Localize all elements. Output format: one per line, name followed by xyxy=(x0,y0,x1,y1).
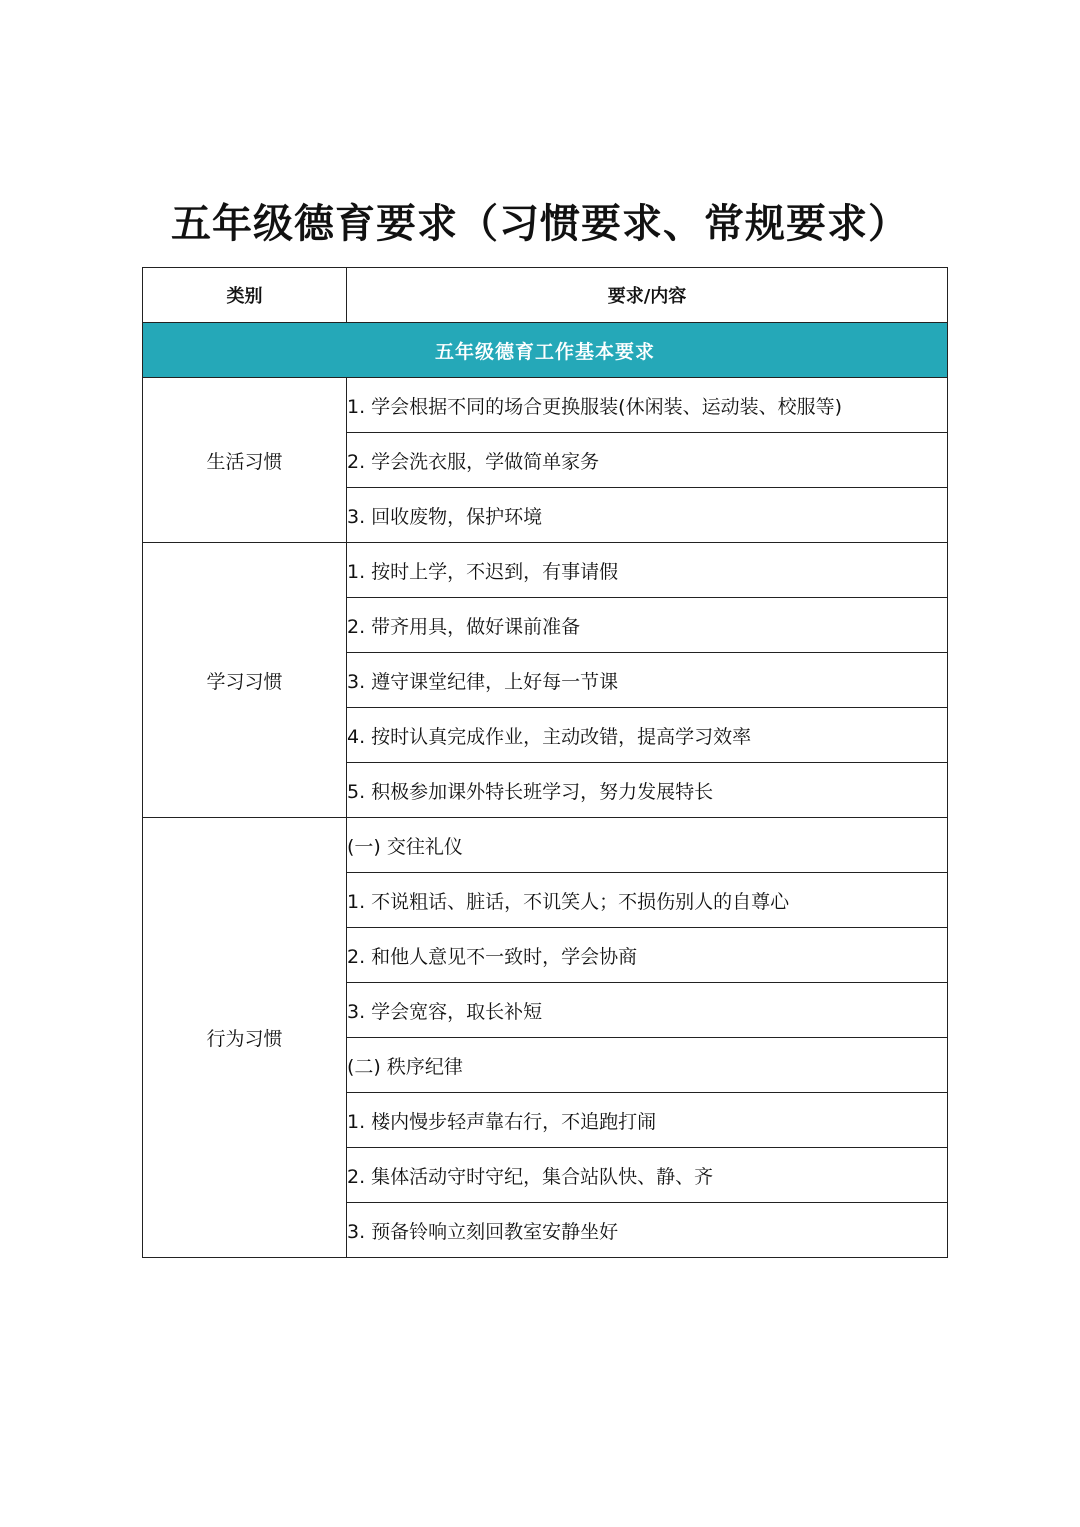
header-category: 类别 xyxy=(143,268,347,323)
subsection-label: (一) 交往礼仪 xyxy=(347,818,948,873)
requirement-item: 2. 和他人意见不一致时，学会协商 xyxy=(347,928,948,983)
requirement-item: 2. 带齐用具，做好课前准备 xyxy=(347,598,948,653)
requirement-item: 3. 学会宽容，取长补短 xyxy=(347,983,948,1038)
table-row xyxy=(143,378,948,433)
requirement-item: 1. 不说粗话、脏话，不讥笑人；不损伤别人的自尊心 xyxy=(347,873,948,928)
requirement-item: 1. 学会根据不同的场合更换服装(休闲装、运动装、校服等) xyxy=(347,378,948,433)
subsection-label: (二) 秩序纪律 xyxy=(347,1038,948,1093)
requirement-item: 3. 回收废物，保护环境 xyxy=(347,488,948,543)
requirement-item: 2. 集体活动守时守纪，集合站队快、静、齐 xyxy=(347,1148,948,1203)
requirement-item: 5. 积极参加课外特长班学习，努力发展特长 xyxy=(347,763,948,818)
requirement-item: 1. 楼内慢步轻声靠右行，不追跑打闹 xyxy=(347,1093,948,1148)
requirement-item: 3. 遵守课堂纪律，上好每一节课 xyxy=(347,653,948,708)
requirements-table xyxy=(142,267,948,1258)
requirement-item: 2. 学会洗衣服，学做简单家务 xyxy=(347,433,948,488)
requirement-item: 4. 按时认真完成作业，主动改错，提高学习效率 xyxy=(347,708,948,763)
table-row xyxy=(143,543,948,598)
table-row xyxy=(143,818,948,873)
category-cell-life: 生活习惯 xyxy=(143,378,347,543)
requirement-item: 3. 预备铃响立刻回教室安静坐好 xyxy=(347,1203,948,1258)
section-title: 五年级德育工作基本要求 xyxy=(143,323,948,378)
page-title: 五年级德育要求（习惯要求、常规要求） xyxy=(171,200,909,247)
requirement-item: 1. 按时上学，不迟到，有事请假 xyxy=(347,543,948,598)
table-header-row xyxy=(143,268,948,323)
category-cell-behavior: 行为习惯 xyxy=(143,818,347,1258)
section-row xyxy=(143,323,948,378)
category-cell-study: 学习习惯 xyxy=(143,543,347,818)
header-content: 要求/内容 xyxy=(347,268,948,323)
